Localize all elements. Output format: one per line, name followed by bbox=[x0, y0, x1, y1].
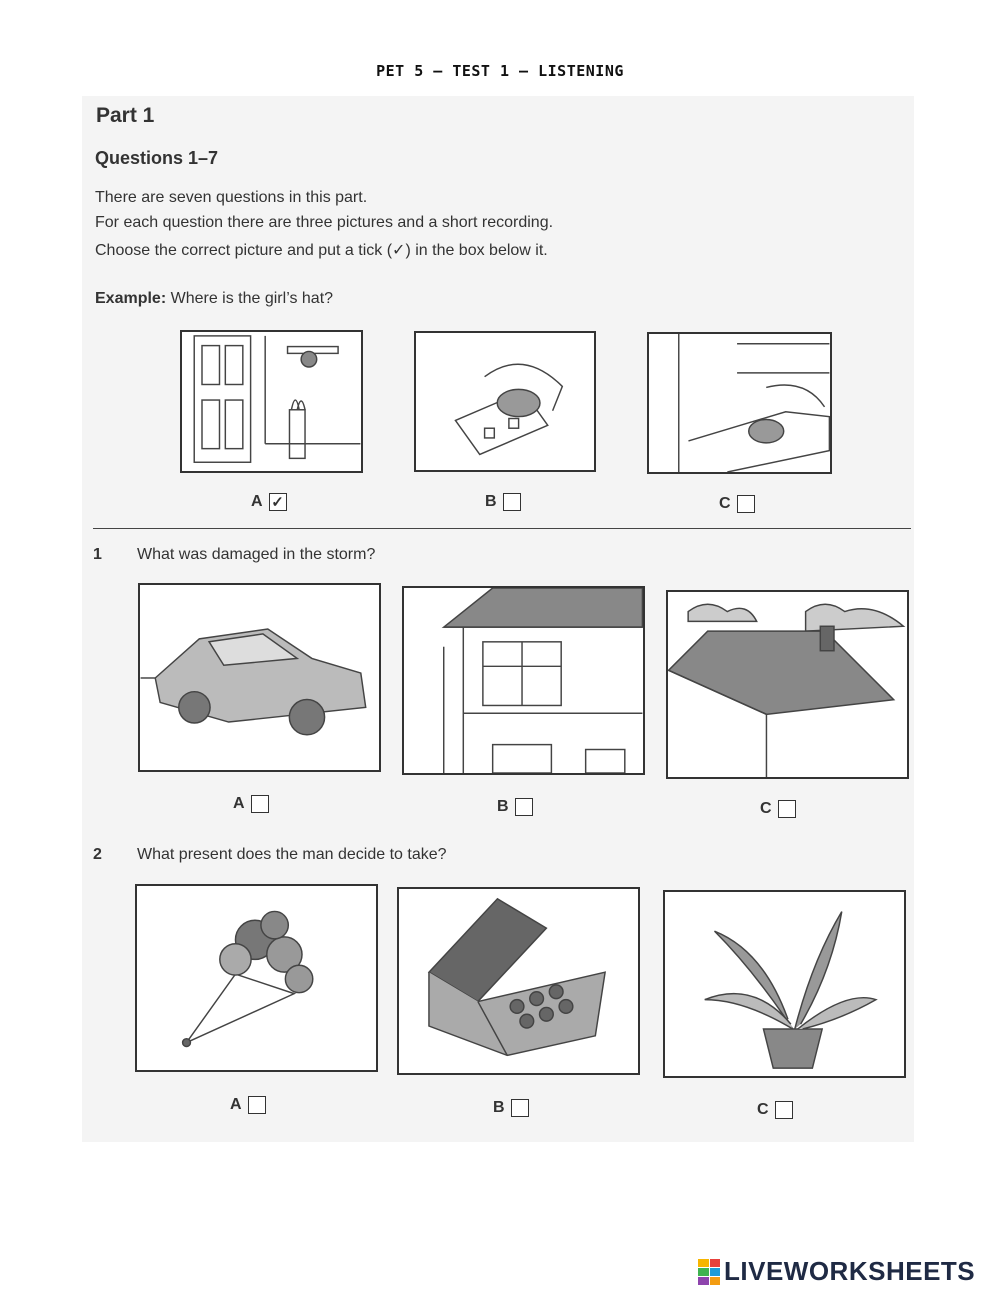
answer-checkbox-2a[interactable] bbox=[248, 1096, 266, 1114]
answer-checkbox-1a[interactable] bbox=[251, 795, 269, 813]
instruction-line-1: There are seven questions in this part. bbox=[95, 189, 368, 206]
example-picture-a-hall-icon bbox=[180, 330, 363, 473]
questions-range-heading: Questions 1–7 bbox=[95, 148, 219, 168]
question-2-text: What present does the man decide to take? bbox=[137, 846, 447, 863]
option-letter: A bbox=[233, 795, 245, 812]
option-letter: B bbox=[493, 1099, 505, 1116]
option-letter: B bbox=[485, 493, 497, 510]
option-letter: C bbox=[757, 1101, 769, 1118]
liveworksheets-logo-text: LIVEWORKSHEETS bbox=[724, 1256, 976, 1286]
example-picture-c-bus-seat-icon bbox=[647, 332, 832, 474]
instruction-line-3: Choose the correct picture and put a tick (✓) in the box below it. bbox=[95, 242, 548, 259]
worksheet-title: PET 5 – TEST 1 – LISTENING bbox=[376, 62, 624, 80]
example-option-c bbox=[719, 495, 755, 513]
question-2-option-a bbox=[230, 1096, 266, 1114]
answer-checkbox-1b[interactable] bbox=[515, 798, 533, 816]
question-1-option-a bbox=[233, 795, 269, 813]
section-divider bbox=[93, 528, 911, 529]
question-1-text: What was damaged in the storm? bbox=[137, 546, 376, 563]
question-2-picture-a-flowers-icon bbox=[135, 884, 378, 1072]
question-2-picture-b-chocolates-icon bbox=[397, 887, 640, 1075]
question-1-picture-c-roof-icon bbox=[666, 590, 909, 779]
question-1-picture-a-car-icon bbox=[138, 583, 381, 772]
option-letter: C bbox=[760, 800, 772, 817]
question-1-picture-b-house-icon bbox=[402, 586, 645, 775]
question-2-picture-c-plant-icon bbox=[663, 890, 906, 1078]
question-2-option-c bbox=[757, 1101, 793, 1119]
answer-checkbox-example-b[interactable] bbox=[503, 493, 521, 511]
answer-checkbox-1c[interactable] bbox=[778, 800, 796, 818]
option-letter: A bbox=[251, 493, 263, 510]
example-question bbox=[95, 290, 333, 308]
example-option-a bbox=[251, 493, 287, 511]
example-option-b bbox=[485, 493, 521, 511]
example-picture-b-bag-icon bbox=[414, 331, 596, 472]
instruction-line-2: For each question there are three pictures and a short recording. bbox=[95, 214, 554, 231]
answer-checkbox-2b[interactable] bbox=[511, 1099, 529, 1117]
question-2-option-b bbox=[493, 1099, 529, 1117]
example-question-text: Where is the girl’s hat? bbox=[170, 290, 334, 307]
answer-checkbox-example-a[interactable]: ✓ bbox=[269, 493, 287, 511]
answer-checkbox-2c[interactable] bbox=[775, 1101, 793, 1119]
answer-checkbox-example-c[interactable] bbox=[737, 495, 755, 513]
question-1-option-b bbox=[497, 798, 533, 816]
option-letter: A bbox=[230, 1096, 242, 1113]
option-letter: B bbox=[497, 798, 509, 815]
question-2-number: 2 bbox=[93, 846, 102, 863]
liveworksheets-logo-icon bbox=[698, 1259, 720, 1285]
question-1-number: 1 bbox=[93, 546, 102, 563]
question-1-option-c bbox=[760, 800, 796, 818]
example-label: Example: bbox=[95, 290, 167, 307]
option-letter: C bbox=[719, 495, 731, 512]
part-heading: Part 1 bbox=[96, 104, 155, 127]
liveworksheets-logo[interactable] bbox=[698, 1256, 975, 1287]
